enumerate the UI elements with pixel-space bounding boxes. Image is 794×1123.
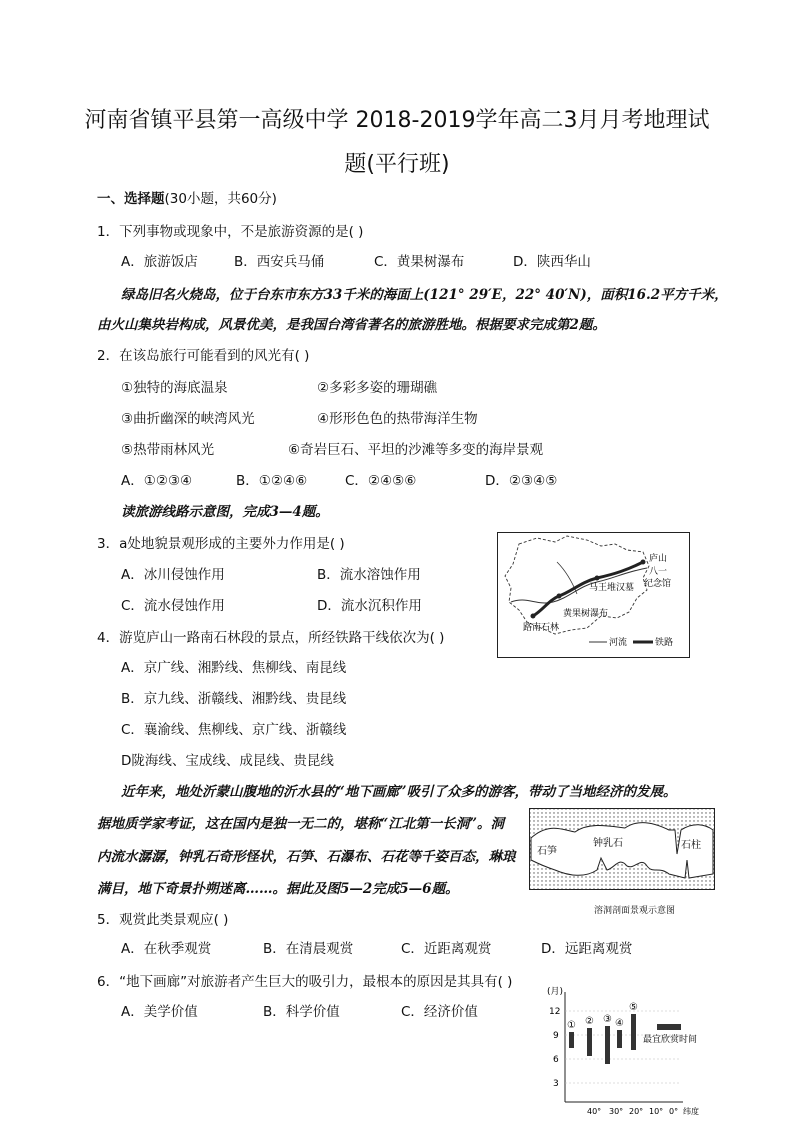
q6-option-a: A．美学价值 xyxy=(121,1004,198,1020)
map-label-mawangdui: 马王堆汉墓 xyxy=(589,583,635,593)
bar-fig-ytick-3: 3 xyxy=(553,1079,559,1089)
q6-option-c: C．经济价值 xyxy=(401,1004,478,1020)
q2-option-b: B．①②④⑥ xyxy=(236,473,308,489)
q5-option-a: A．在秋季观赏 xyxy=(121,941,212,957)
bar-fig-xtick-0: 0° xyxy=(669,1107,679,1116)
section-heading-note: (30小题，共60分) xyxy=(164,191,277,207)
bar-marker-3: ③ xyxy=(603,1014,612,1025)
q2-item-6: ⑥奇岩巨石、平坦的沙滩等多变的海岸景观 xyxy=(288,442,544,458)
passage1-line1: 绿岛旧名火烧岛，位于台东市东方33千米的海面上(121° 29′E，22° 40′N)，面积16.2平方千米， xyxy=(121,287,728,303)
cave-label-stalactite: 钟乳石 xyxy=(593,838,623,849)
bar-legend-swatch xyxy=(657,1024,681,1030)
q1-option-a: A．旅游饭店 xyxy=(121,254,198,270)
q2-item-1: ①独特的海底温泉 xyxy=(121,380,228,396)
lushan-point xyxy=(641,560,646,565)
bar-fig-xtick-30: 30° xyxy=(609,1107,624,1116)
bar-fig-xtick-20: 20° xyxy=(629,1107,644,1116)
bar-fig-y-unit: (月) xyxy=(547,987,564,997)
map-label-memorial: 纪念馆 xyxy=(644,579,672,589)
viewing-time-figure xyxy=(543,984,723,1118)
exam-title-line2: 题(平行班) xyxy=(344,152,450,177)
q5-option-c: C．近距离观赏 xyxy=(401,941,492,957)
map-label-bayi: 八一 xyxy=(649,567,668,577)
bar-fig-xtick-40: 40° xyxy=(587,1107,602,1116)
q5-stem: 5．观赏此类景观应( ) xyxy=(97,912,229,928)
bar-marker-4: ④ xyxy=(615,1018,624,1029)
q2-item-5: ⑤热带雨林风光 xyxy=(121,442,215,458)
q2-item-2: ②多彩多姿的珊瑚礁 xyxy=(317,380,438,396)
passage2-line4: 满目，地下奇景扑朔迷离……。据此及图5—2完成5—6题。 xyxy=(97,881,459,897)
q1-option-b: B．西安兵马俑 xyxy=(234,254,325,270)
q2-stem: 2．在该岛旅行可能看到的风光有( ) xyxy=(97,348,310,364)
q5-option-b: B．在清晨观赏 xyxy=(263,941,354,957)
q1-stem: 1．下列事物或现象中，不是旅游资源的是( ) xyxy=(97,224,364,240)
stone-forest-point xyxy=(531,614,536,619)
q4-option-b: B．京九线、浙赣线、湘黔线、贵昆线 xyxy=(121,691,347,707)
bar-fig-x-unit: 纬度 xyxy=(683,1107,699,1116)
q2-option-d: D．②③④⑤ xyxy=(485,473,558,489)
bar-fig-ytick-12: 12 xyxy=(549,1007,561,1017)
bar-1 xyxy=(569,1032,574,1048)
map-label-lushan: 庐山 xyxy=(649,554,668,564)
bar-5 xyxy=(631,1014,636,1050)
passage2-line3: 内流水潺潺，钟乳石奇形怪状，石笋、石瀑布、石花等千姿百态，琳琅 xyxy=(97,849,516,865)
bar-3 xyxy=(605,1026,610,1064)
bar-2 xyxy=(587,1028,592,1056)
mawangdui-point xyxy=(595,576,600,581)
q1-option-c: C．黄果树瀑布 xyxy=(374,254,465,270)
section-heading-label: 一、选择题 xyxy=(97,191,165,207)
bar-legend-label: 最宜欣赏时间 xyxy=(643,1035,698,1045)
legend-rail-label: 铁路 xyxy=(655,638,674,648)
bar-4 xyxy=(617,1030,622,1048)
exam-title-line1: 河南省镇平县第一高级中学 2018-2019学年高二3月月考地理试 xyxy=(84,108,710,133)
passage1-line2: 由火山集块岩构成，风景优美，是我国台湾省著名的旅游胜地。根据要求完成第2题。 xyxy=(97,317,606,333)
huangguoshu-point xyxy=(557,594,562,599)
passage2-line1: 近年来，地处沂蒙山腹地的沂水县的“地下画廊”吸引了众多的游客，带动了当地经济的发展。 xyxy=(121,784,677,800)
q2-option-c: C．②④⑤⑥ xyxy=(345,473,417,489)
legend-river-label: 河流 xyxy=(609,638,628,648)
q6-stem: 6．“地下画廊”对旅游者产生巨大的吸引力，最根本的原因是其具有( ) xyxy=(97,974,513,990)
bar-fig-xtick-10: 10° xyxy=(649,1107,664,1116)
q5-option-d: D．远距离观赏 xyxy=(541,941,633,957)
q1-option-d: D．陕西华山 xyxy=(513,254,591,270)
q3-option-a: A．冰川侵蚀作用 xyxy=(121,567,225,583)
q4-stem: 4．游览庐山一路南石林段的景点，所经铁路干线依次为( ) xyxy=(97,630,445,646)
intro-q3-q4: 读旅游线路示意图，完成3—4题。 xyxy=(121,504,329,520)
q4-option-c: C．襄渝线、焦柳线、京广线、浙赣线 xyxy=(121,722,347,738)
cave-figure-caption: 溶洞剖面景观示意图 xyxy=(594,906,676,916)
passage2-line2: 据地质学家考证，这在国内是独一无二的，堪称“江北第一长洞”。洞 xyxy=(97,816,505,832)
map-label-stone-forest: 路南石林 xyxy=(523,623,560,633)
bar-fig-ytick-6: 6 xyxy=(553,1055,559,1065)
bar-marker-2: ② xyxy=(585,1016,594,1027)
cave-label-pillar: 石柱 xyxy=(681,840,701,851)
q3-option-c: C．流水侵蚀作用 xyxy=(121,598,225,614)
q4-option-d: D陇海线、宝成线、成昆线、贵昆线 xyxy=(121,753,334,769)
q3-stem: 3．a处地貌景观形成的主要外力作用是( ) xyxy=(97,536,345,552)
section-heading xyxy=(97,187,277,207)
cave-label-stalagmite: 石笋 xyxy=(537,846,557,857)
q3-option-b: B．流水溶蚀作用 xyxy=(317,567,421,583)
bar-fig-ytick-9: 9 xyxy=(553,1031,559,1041)
q6-option-b: B．科学价值 xyxy=(263,1004,340,1020)
cave-cross-section xyxy=(529,808,715,890)
tour-route-map xyxy=(497,532,690,658)
bar-marker-1: ① xyxy=(567,1020,576,1031)
bar-marker-5: ⑤ xyxy=(629,1002,638,1013)
q2-option-a: A．①②③④ xyxy=(121,473,193,489)
q2-item-4: ④形形色色的热带海洋生物 xyxy=(317,411,478,427)
q2-item-3: ③曲折幽深的峡湾风光 xyxy=(121,411,255,427)
q4-option-a: A．京广线、湘黔线、焦柳线、南昆线 xyxy=(121,660,347,676)
map-label-huangguoshu: 黄果树瀑布 xyxy=(563,609,609,619)
q3-option-d: D．流水沉积作用 xyxy=(317,598,422,614)
